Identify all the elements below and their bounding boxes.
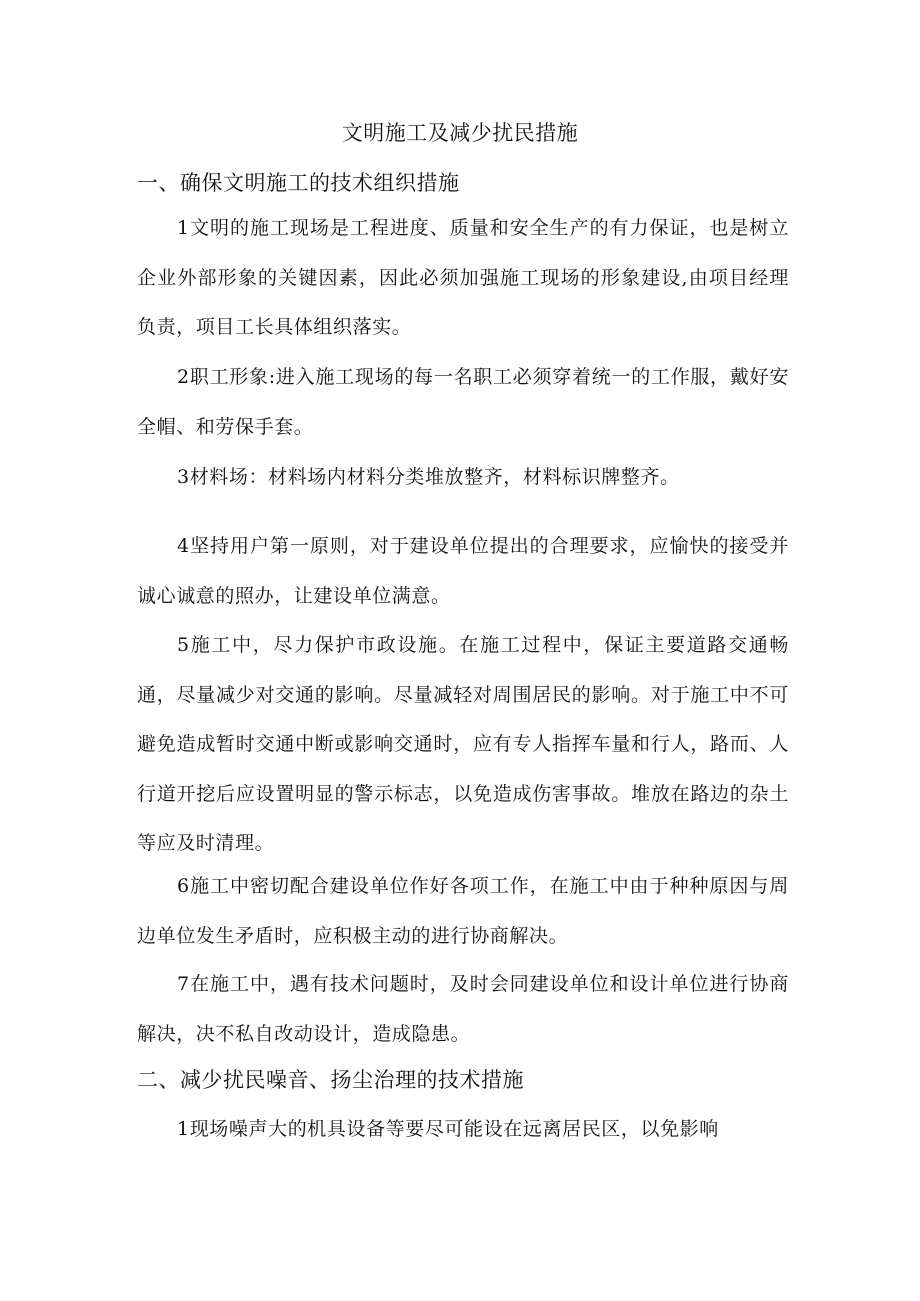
paragraph: 6施工中密切配合建设单位作好各项工作，在施工中由于种种原因与周边单位发生矛盾时，应积极主动的进行协商解决。 — [137, 875, 789, 947]
paragraph: 1现场噪声大的机具设备等要尽可能设在远离居民区，以免影响 — [177, 1118, 719, 1140]
paragraph: 4坚持用户第一原则，对于建设单位提出的合理要求，应愉快的接受并诚心诚意的照办，让建设单位满意。 — [137, 535, 789, 607]
section-heading-2: 二、减少扰民噪音、扬尘治理的技术措施 — [137, 1068, 524, 1092]
paragraph: 2职工形象:进入施工现场的每一名职工必须穿着统一的工作服，戴好安全帽、和劳保手套。 — [137, 366, 789, 438]
paragraph: 7在施工中，遇有技术问题时，及时会同建设单位和设计单位进行协商解决，决不私自改动设计，造成隐患。 — [137, 973, 789, 1045]
paragraph: 1文明的施工现场是工程进度、质量和安全生产的有力保证，也是树立企业外部形象的关键因素，因此必须加强施工现场的形象建设,由项目经理负责，项目工长具体组织落实。 — [137, 217, 789, 338]
paragraph: 5施工中，尽力保护市政设施。在施工过程中，保证主要道路交通畅通，尽量减少对交通的影响。尽量减轻对周围居民的影响。对于施工中不可避免造成暂时交通中断或影响交通时，应有专人指挥车量和行人，路而、人行道开挖后应设置明显的警示标志，以免造成伤害事故。堆放在路边的杂土等应及时清理。 — [137, 634, 789, 854]
paragraph: 3材料场：材料场内材料分类堆放整齐，材料标识牌整齐。 — [177, 466, 680, 488]
document-title: 文明施工及减少扰民措施 — [341, 121, 579, 145]
section-heading-1: 一、确保文明施工的技术组织措施 — [137, 171, 460, 195]
